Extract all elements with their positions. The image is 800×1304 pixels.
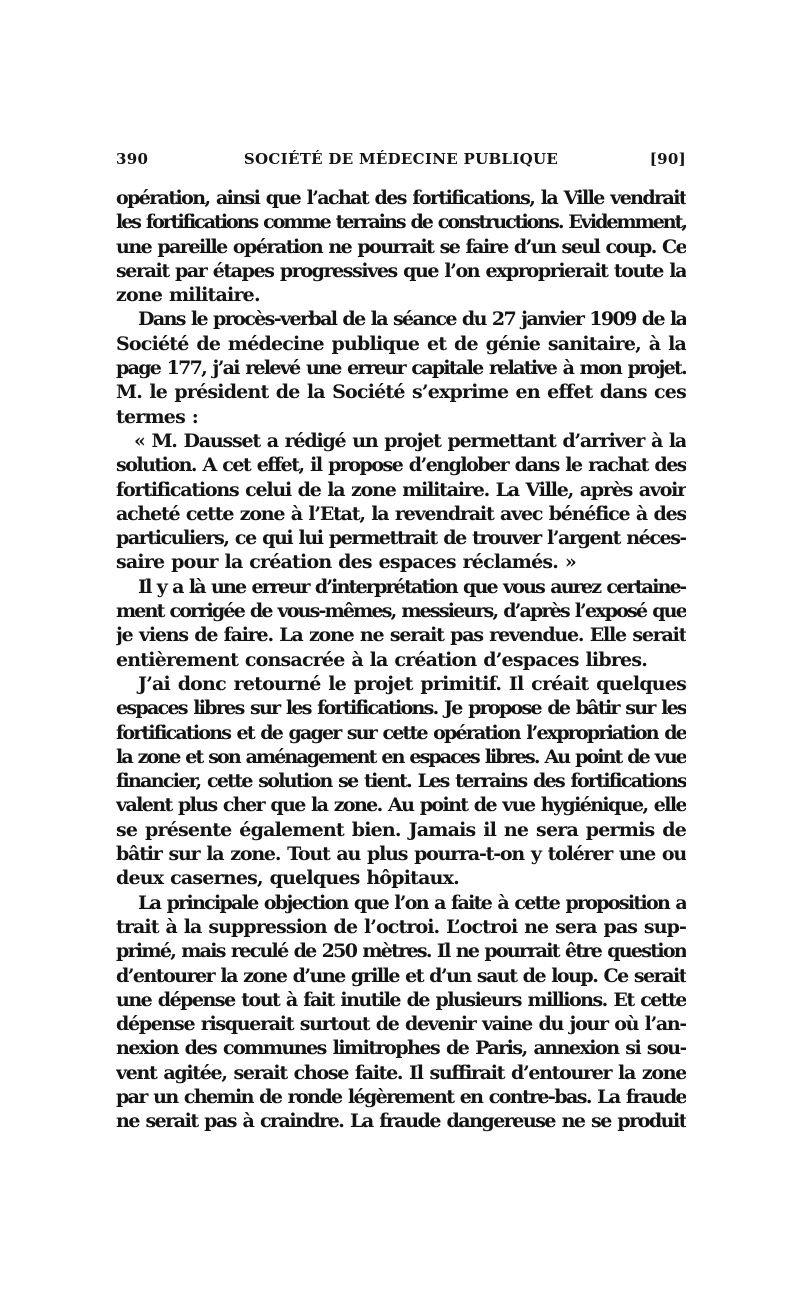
body-text: [116, 186, 686, 1134]
text-line: trait à la suppression de l’octroi. L’octroi ne sera pas sup-: [116, 915, 686, 938]
text-line: zone militaire.: [116, 284, 260, 307]
text-line: une dépense tout à fait inutile de plusieurs millions. Et cette: [116, 988, 686, 1011]
text-line: bâtir sur la zone. Tout au plus pourra-t-on y tolérer une ou: [116, 843, 686, 866]
text-line: Dans le procès-verbal de la séance du 27 janvier 1909 de la: [138, 308, 686, 331]
text-line: valent plus cher que la zone. Au point de vue hygiénique, elle: [116, 794, 686, 817]
text-line: termes :: [116, 405, 198, 428]
text-line: La principale objection que l’on a faite à cette proposition a: [138, 891, 686, 914]
running-title: SOCIÉTÉ DE MÉDECINE PUBLIQUE: [243, 150, 559, 168]
text-line: solution. A cet effet, il propose d’englober dans le rachat des: [116, 454, 686, 477]
text-line: particuliers, ce qui lui permettrait de trouver l’argent néces-: [116, 527, 686, 550]
text-line: dépense risquerait surtout de devenir vaine du jour où l’an-: [116, 1013, 686, 1036]
text-line: serait par étapes progressives que l’on exproprierait toute la: [116, 259, 686, 282]
text-line: entièrement consacrée à la création d’espaces libres.: [116, 648, 648, 671]
text-line: vent agitée, serait chose faite. Il suffirait d’entourer la zone: [116, 1061, 686, 1084]
text-line: fortifications celui de la zone militaire. La Ville, après avoir: [116, 478, 686, 501]
text-line: espaces libres sur les fortifications. Je propose de bâtir sur les: [116, 697, 686, 720]
text-line: deux casernes, quelques hôpitaux.: [116, 867, 459, 890]
text-line: financier, cette solution se tient. Les terrains des fortifications: [116, 770, 686, 793]
text-line: se présente également bien. Jamais il ne sera permis de: [116, 818, 686, 841]
folio-number: [90]: [649, 150, 686, 168]
text-line: ment corrigée de vous-mêmes, messieurs, d’après l’exposé que: [116, 600, 686, 623]
text-line: d’entourer la zone d’une grille et d’un saut de loup. Ce serait: [116, 964, 686, 987]
text-line: J’ai donc retourné le projet primitif. Il créait quelques: [138, 672, 686, 695]
text-line: « M. Dausset a rédigé un projet permettant d’arriver à la: [134, 429, 686, 452]
text-line: primé, mais reculé de 250 mètres. Il ne pourrait être question: [116, 940, 686, 963]
text-line: Il y a là une erreur d’interprétation que vous aurez certaine-: [138, 575, 686, 598]
text-line: opération, ainsi que l’achat des fortifications, la Ville vendrait: [116, 187, 686, 209]
text-line: fortifications et de gager sur cette opération l’expropriation de: [116, 721, 686, 744]
page-number: 390: [116, 150, 149, 168]
text-line: une pareille opération ne pourrait se faire d’un seul coup. Ce: [116, 235, 686, 258]
text-line: Société de médecine publique et de génie sanitaire, à la: [116, 332, 686, 355]
text-line: ne serait pas à craindre. La fraude dangereuse ne se produit: [116, 1110, 686, 1133]
text-line: nexion des communes limitrophes de Paris, annexion si sou-: [116, 1037, 686, 1060]
text-line: les fortifications comme terrains de constructions. Evidemment,: [116, 211, 686, 234]
text-line: je viens de faire. La zone ne serait pas revendue. Elle serait: [116, 624, 686, 647]
text-line: page 177, j’ai relevé une erreur capitale relative à mon projet.: [116, 357, 686, 380]
text-line: acheté cette zone à l’Etat, la revendrait avec bénéfice à des: [116, 502, 686, 525]
text-line: M. le président de la Société s’exprime en effet dans ces: [116, 381, 686, 404]
text-line: saire pour la création des espaces réclamés. »: [116, 551, 576, 574]
text-line: par un chemin de ronde légèrement en contre-bas. La fraude: [116, 1085, 686, 1108]
running-header: [116, 150, 686, 174]
text-line: la zone et son aménagement en espaces libres. Au point de vue: [116, 745, 686, 768]
